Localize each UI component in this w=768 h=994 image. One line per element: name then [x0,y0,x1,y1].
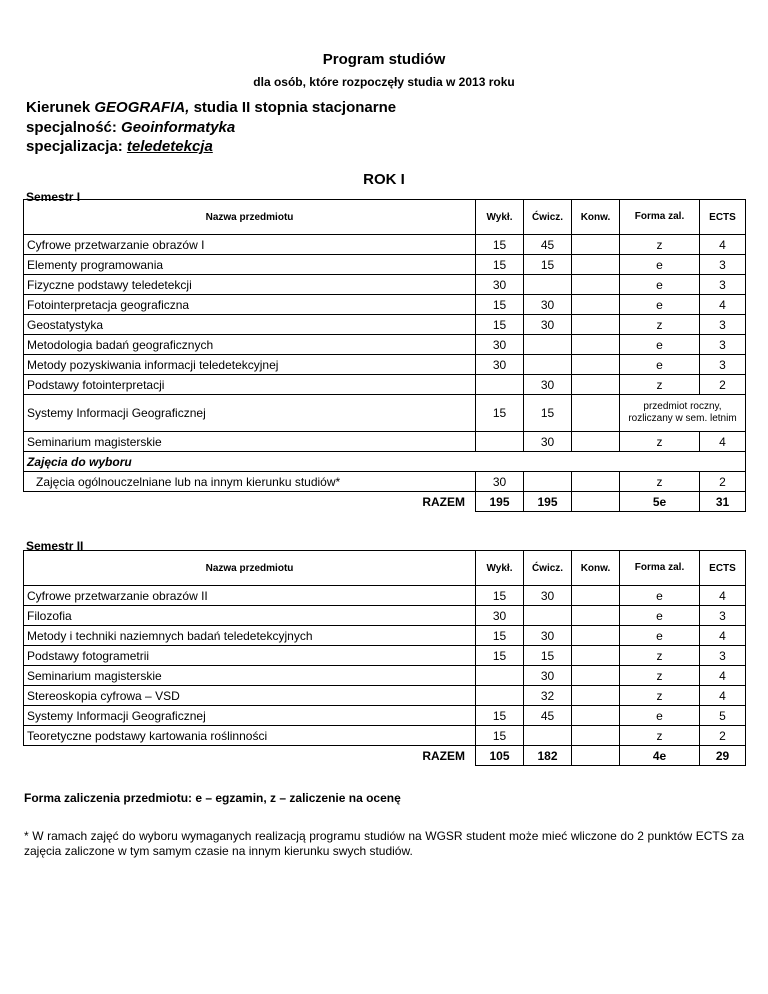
cell-name: Podstawy fotogrametrii [24,646,476,666]
cell-ects: 4 [700,666,746,686]
cell-konw [572,315,620,335]
cell-wykl: 15 [476,646,524,666]
kierunek-line [26,98,396,117]
cell-forma: z [620,646,700,666]
cell-name: Cyfrowe przetwarzanie obrazów II [24,586,476,606]
section-row [24,452,746,472]
cell-forma: e [620,255,700,275]
cell-ects: 2 [700,375,746,395]
cell-name: Systemy Informacji Geograficznej [24,395,476,432]
cell-name: Systemy Informacji Geograficznej [24,706,476,726]
total-forma: 4e [620,746,700,766]
cell-ects: 4 [700,626,746,646]
cell-konw [572,626,620,646]
cell-name: Metody pozyskiwania informacji teledetekcyjnej [24,355,476,375]
table-row [24,726,746,746]
header-cwicz: Ćwicz. [524,551,572,586]
cell-wykl: 15 [476,726,524,746]
cell-cwicz: 15 [524,255,572,275]
cell-cwicz: 32 [524,686,572,706]
cell-konw [572,646,620,666]
cell-konw [572,255,620,275]
table-row [24,646,746,666]
cell-konw [572,726,620,746]
cell-name: Elementy programowania [24,255,476,275]
total-label: RAZEM [24,746,476,766]
cell-ects: 4 [700,686,746,706]
cell-forma: z [620,432,700,452]
footnote: * W ramach zajęć do wyboru wymaganych realizacją programu studiów na WGSR student może mieć wliczone do 2 punktów ECTS za zajęcia zaliczone w tym samym czasie na innym kierunku swych studiów. [24,829,744,858]
semester-2-label: Semestr II [26,539,84,553]
cell-name: Metodologia badań geograficznych [24,335,476,355]
total-cwicz: 195 [524,492,572,512]
cell-konw [572,666,620,686]
year-heading: ROK I [363,171,405,188]
cell-forma: z [620,375,700,395]
cell-forma: z [620,315,700,335]
total-row [24,492,746,512]
table-row [24,355,746,375]
header-forma: Forma zal. [620,551,700,586]
table-row [24,395,746,432]
section-label: Zajęcia do wyboru [24,452,746,472]
specjalnosc-line [26,118,235,137]
cell-cwicz: 30 [524,666,572,686]
cell-wykl [476,432,524,452]
table-row [24,255,746,275]
table-row [24,375,746,395]
cell-forma: z [620,666,700,686]
cell-cwicz: 45 [524,235,572,255]
kierunek-label: Kierunek [26,99,91,116]
header-wykl: Wykł. [476,200,524,235]
table-row [24,666,746,686]
table-row [24,606,746,626]
legend: Forma zaliczenia przedmiotu: e – egzamin, z – zaliczenie na ocenę [24,791,401,805]
header-wykl: Wykł. [476,551,524,586]
total-label: RAZEM [24,492,476,512]
semester-1-label: Semestr I [26,190,81,204]
cell-wykl [476,375,524,395]
cell-ects: 4 [700,295,746,315]
cell-cwicz: 15 [524,395,572,432]
cell-name: Fizyczne podstawy teledetekcji [24,275,476,295]
header-cwicz: Ćwicz. [524,200,572,235]
cell-cwicz: 30 [524,586,572,606]
cell-forma: e [620,606,700,626]
cell-cwicz: 30 [524,432,572,452]
cell-cwicz [524,335,572,355]
header-forma: Forma zal. [620,200,700,235]
cell-forma: e [620,626,700,646]
page-subtitle: dla osób, które rozpoczęły studia w 2013 roku [253,75,515,89]
table-header [24,200,746,235]
cell-name: Fotointerpretacja geograficzna [24,295,476,315]
cell-cwicz [524,472,572,492]
cell-konw [572,706,620,726]
cell-wykl: 15 [476,626,524,646]
cell-ects: 4 [700,432,746,452]
specjalizacja-line [26,137,213,156]
table-row [24,295,746,315]
cell-wykl: 30 [476,472,524,492]
table-row [24,335,746,355]
cell-wykl: 30 [476,275,524,295]
cell-wykl: 15 [476,706,524,726]
cell-cwicz: 45 [524,706,572,726]
header-ects: ECTS [700,551,746,586]
total-wykl: 195 [476,492,524,512]
cell-name: Stereoskopia cyfrowa – VSD [24,686,476,706]
header-konw: Konw. [572,551,620,586]
cell-konw [572,335,620,355]
cell-cwicz: 30 [524,295,572,315]
cell-name: Seminarium magisterskie [24,666,476,686]
cell-ects: 3 [700,646,746,666]
cell-wykl: 30 [476,355,524,375]
cell-wykl: 15 [476,315,524,335]
cell-cwicz: 30 [524,315,572,335]
cell-forma: e [620,355,700,375]
cell-konw [572,395,620,432]
cell-ects: 3 [700,315,746,335]
cell-name: Filozofia [24,606,476,626]
cell-konw [572,355,620,375]
header-name: Nazwa przedmiotu [24,551,476,586]
cell-wykl: 15 [476,295,524,315]
cell-konw [572,375,620,395]
table-row [24,586,746,606]
cell-wykl: 15 [476,255,524,275]
table-header [24,551,746,586]
cell-ects: 5 [700,706,746,726]
cell-konw [572,586,620,606]
cell-name: Metody i techniki naziemnych badań teledetekcyjnych [24,626,476,646]
cell-name: Cyfrowe przetwarzanie obrazów I [24,235,476,255]
cell-wykl [476,666,524,686]
cell-ects: 2 [700,472,746,492]
table-row [24,275,746,295]
cell-name: Podstawy fotointerpretacji [24,375,476,395]
table-row [24,315,746,335]
cell-wykl: 30 [476,606,524,626]
total-forma: 5e [620,492,700,512]
cell-ects: 3 [700,275,746,295]
cell-cwicz [524,275,572,295]
table-row [24,432,746,452]
specjalnosc-label: specjalność: [26,119,117,136]
total-ects: 29 [700,746,746,766]
cell-forma: e [620,275,700,295]
table-row [24,686,746,706]
cell-konw [572,686,620,706]
specjalizacja-value: teledetekcja [126,138,213,155]
header-ects: ECTS [700,200,746,235]
total-row [24,746,746,766]
cell-konw [572,432,620,452]
cell-cwicz [524,726,572,746]
cell-ects: 4 [700,586,746,606]
cell-ects: 3 [700,255,746,275]
table-row [24,626,746,646]
total-cwicz: 182 [524,746,572,766]
cell-ects: 3 [700,335,746,355]
kierunek-value: GEOGRAFIA, [94,99,190,116]
cell-cwicz: 30 [524,375,572,395]
total-konw [572,746,620,766]
cell-name: Teoretyczne podstawy kartowania roślinności [24,726,476,746]
table-row [24,706,746,726]
cell-wykl [476,686,524,706]
cell-cwicz [524,355,572,375]
cell-forma: e [620,706,700,726]
cell-forma: e [620,335,700,355]
specjalizacja-label: specjalizacja: [26,138,123,155]
cell-name: Seminarium magisterskie [24,432,476,452]
cell-ects: 2 [700,726,746,746]
cell-forma: z [620,235,700,255]
cell-name: Geostatystyka [24,315,476,335]
semester-1-table [23,199,746,512]
table-row [24,235,746,255]
cell-forma: e [620,295,700,315]
cell-ects: 3 [700,606,746,626]
semester-2-table [23,550,746,766]
cell-forma: z [620,726,700,746]
header-name: Nazwa przedmiotu [24,200,476,235]
header-konw: Konw. [572,200,620,235]
cell-wykl: 30 [476,335,524,355]
total-konw [572,492,620,512]
cell-konw [572,295,620,315]
table-row [24,472,746,492]
cell-forma: z [620,472,700,492]
cell-wykl: 15 [476,586,524,606]
cell-konw [572,606,620,626]
cell-konw [572,235,620,255]
cell-note: przedmiot roczny, rozliczany w sem. letnim [620,395,746,432]
kierunek-suffix: studia II stopnia stacjonarne [193,99,397,116]
total-wykl: 105 [476,746,524,766]
cell-wykl: 15 [476,235,524,255]
cell-name: Zajęcia ogólnouczelniane lub na innym kierunku studiów* [24,472,476,492]
cell-forma: z [620,686,700,706]
cell-cwicz: 30 [524,626,572,646]
cell-konw [572,275,620,295]
page-title: Program studiów [322,51,446,68]
cell-forma: e [620,586,700,606]
cell-cwicz: 15 [524,646,572,666]
specjalnosc-value: Geoinformatyka [121,119,236,136]
cell-cwicz [524,606,572,626]
total-ects: 31 [700,492,746,512]
cell-ects: 3 [700,355,746,375]
cell-ects: 4 [700,235,746,255]
cell-wykl: 15 [476,395,524,432]
cell-konw [572,472,620,492]
